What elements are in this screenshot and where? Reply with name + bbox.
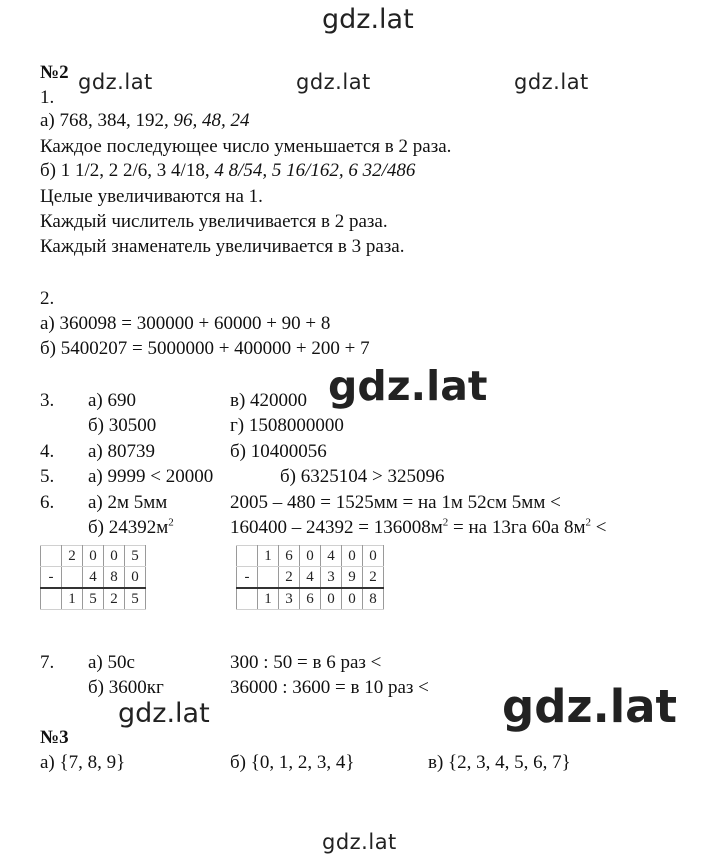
task3-number: 3. bbox=[40, 390, 55, 411]
column2-row-subtrahend bbox=[237, 567, 384, 589]
section3-v: в) {2, 3, 4, 5, 6, 7} bbox=[428, 752, 571, 773]
column-cell: 2 bbox=[104, 588, 125, 610]
column-cell: 0 bbox=[342, 588, 363, 610]
column-cell: 3 bbox=[279, 588, 300, 610]
column-cell: 2 bbox=[279, 567, 300, 589]
section3-a: а) {7, 8, 9} bbox=[40, 752, 126, 773]
minus-sign: - bbox=[41, 567, 62, 589]
watermark-big-2: gdz.lat bbox=[502, 680, 678, 733]
section3-b: б) {0, 1, 2, 3, 4} bbox=[230, 752, 355, 773]
task6-b bbox=[88, 517, 174, 539]
task6-b-calc-part1: 160400 – 24392 = 136008м bbox=[230, 517, 443, 538]
task6-b-calc-sup2: 2 bbox=[585, 516, 591, 529]
column1-row-result bbox=[41, 588, 146, 610]
column-cell: 0 bbox=[363, 546, 384, 567]
column-cell: 8 bbox=[363, 588, 384, 610]
column-cell bbox=[237, 588, 258, 610]
column-cell: 0 bbox=[104, 546, 125, 567]
column-cell: 4 bbox=[321, 546, 342, 567]
task1-b-prefix: б) 1 1/2, 2 2/6, 3 4/18, bbox=[40, 160, 210, 181]
column-cell bbox=[258, 567, 279, 589]
column1-row-minuend bbox=[41, 546, 146, 567]
column-cell: 0 bbox=[342, 546, 363, 567]
task6-b-calc-sup1: 2 bbox=[442, 516, 449, 529]
task7-a: а) 50с bbox=[88, 652, 135, 673]
task3-g: г) 1508000000 bbox=[230, 415, 344, 436]
task6-b-calc-part3: < bbox=[591, 517, 607, 538]
task2-a: а) 360098 = 300000 + 60000 + 90 + 8 bbox=[40, 313, 331, 334]
column-cell: 3 bbox=[321, 567, 342, 589]
column-cell: 8 bbox=[104, 567, 125, 589]
column-cell: 6 bbox=[300, 588, 321, 610]
task1-b-answer: 4 8/54, 5 16/162, 6 32/486 bbox=[214, 160, 416, 181]
column-cell: 4 bbox=[300, 567, 321, 589]
column-cell: 6 bbox=[279, 546, 300, 567]
column-cell: 0 bbox=[125, 567, 146, 589]
watermark-header-2: gdz.lat bbox=[296, 70, 371, 94]
task1-note-2: Каждый числитель увеличивается в 2 раза. bbox=[40, 211, 388, 232]
task7-a-calc: 300 : 50 = в 6 раз < bbox=[230, 652, 382, 673]
watermark-top: gdz.lat bbox=[322, 4, 414, 35]
task3-v: в) 420000 bbox=[230, 390, 308, 411]
task1-a bbox=[40, 110, 250, 132]
column-cell bbox=[41, 588, 62, 610]
watermark-big-1: gdz.lat bbox=[328, 362, 488, 410]
column-cell: 9 bbox=[342, 567, 363, 589]
task7-b-calc: 36000 : 3600 = в 10 раз < bbox=[230, 677, 429, 698]
column-cell: 2 bbox=[62, 546, 83, 567]
task4-number: 4. bbox=[40, 441, 55, 462]
watermark-mid-left: gdz.lat bbox=[118, 698, 210, 729]
task2-b: б) 5400207 = 5000000 + 400000 + 200 + 7 bbox=[40, 338, 370, 359]
column2-row-minuend bbox=[237, 546, 384, 567]
minus-sign: - bbox=[237, 567, 258, 589]
task5-a: а) 9999 < 20000 bbox=[88, 466, 214, 487]
task5-number: 5. bbox=[40, 466, 55, 487]
task2-number: 2. bbox=[40, 288, 55, 309]
column-cell: 0 bbox=[300, 546, 321, 567]
task1-note-3: Каждый знаменатель увеличивается в 3 раза. bbox=[40, 236, 405, 257]
task3-b: б) 30500 bbox=[88, 415, 157, 436]
task1-b bbox=[40, 160, 415, 182]
task7-number: 7. bbox=[40, 652, 55, 673]
column-cell: 2 bbox=[363, 567, 384, 589]
column-cell bbox=[62, 567, 83, 589]
watermark-header-3: gdz.lat bbox=[514, 70, 589, 94]
task1-a-note: Каждое последующее число уменьшается в 2 раза. bbox=[40, 136, 452, 157]
task6-b-calc-part2: = на 13га 60а 8м bbox=[448, 517, 586, 538]
task4-b: б) 10400056 bbox=[230, 441, 327, 462]
task6-b-base: б) 24392м bbox=[88, 517, 169, 538]
column-cell: 4 bbox=[83, 567, 104, 589]
task1-a-prefix: а) 768, 384, 192, bbox=[40, 110, 169, 131]
column-cell: 0 bbox=[321, 588, 342, 610]
column-cell: 5 bbox=[125, 588, 146, 610]
column-subtraction-2 bbox=[236, 545, 384, 610]
watermark-header-1: gdz.lat bbox=[78, 70, 153, 94]
task4-a: а) 80739 bbox=[88, 441, 156, 462]
column2-row-result bbox=[237, 588, 384, 610]
column-subtraction-1 bbox=[40, 545, 146, 610]
task6-number: 6. bbox=[40, 492, 55, 513]
column1-row-subtrahend bbox=[41, 567, 146, 589]
task1-a-answer: 96, 48, 24 bbox=[173, 110, 250, 131]
task5-b: б) 6325104 > 325096 bbox=[280, 466, 445, 487]
task6-b-sup: 2 bbox=[168, 516, 174, 529]
column-cell bbox=[237, 546, 258, 567]
task6-b-calc bbox=[230, 517, 606, 539]
task3-a: а) 690 bbox=[88, 390, 137, 411]
column-cell: 1 bbox=[258, 546, 279, 567]
watermark-bottom: gdz.lat bbox=[322, 830, 397, 854]
section2-heading: №2 bbox=[40, 62, 69, 83]
task7-b: б) 3600кг bbox=[88, 677, 164, 698]
task1-number: 1. bbox=[40, 87, 55, 108]
column-cell: 5 bbox=[125, 546, 146, 567]
column-cell bbox=[41, 546, 62, 567]
column-cell: 1 bbox=[62, 588, 83, 610]
task6-a: а) 2м 5мм bbox=[88, 492, 168, 513]
task1-note-1: Целые увеличиваются на 1. bbox=[40, 186, 263, 207]
column-cell: 1 bbox=[258, 588, 279, 610]
column-cell: 5 bbox=[83, 588, 104, 610]
section3-heading: №3 bbox=[40, 727, 69, 748]
task6-a-calc: 2005 – 480 = 1525мм = на 1м 52см 5мм < bbox=[230, 492, 561, 513]
column-cell: 0 bbox=[83, 546, 104, 567]
